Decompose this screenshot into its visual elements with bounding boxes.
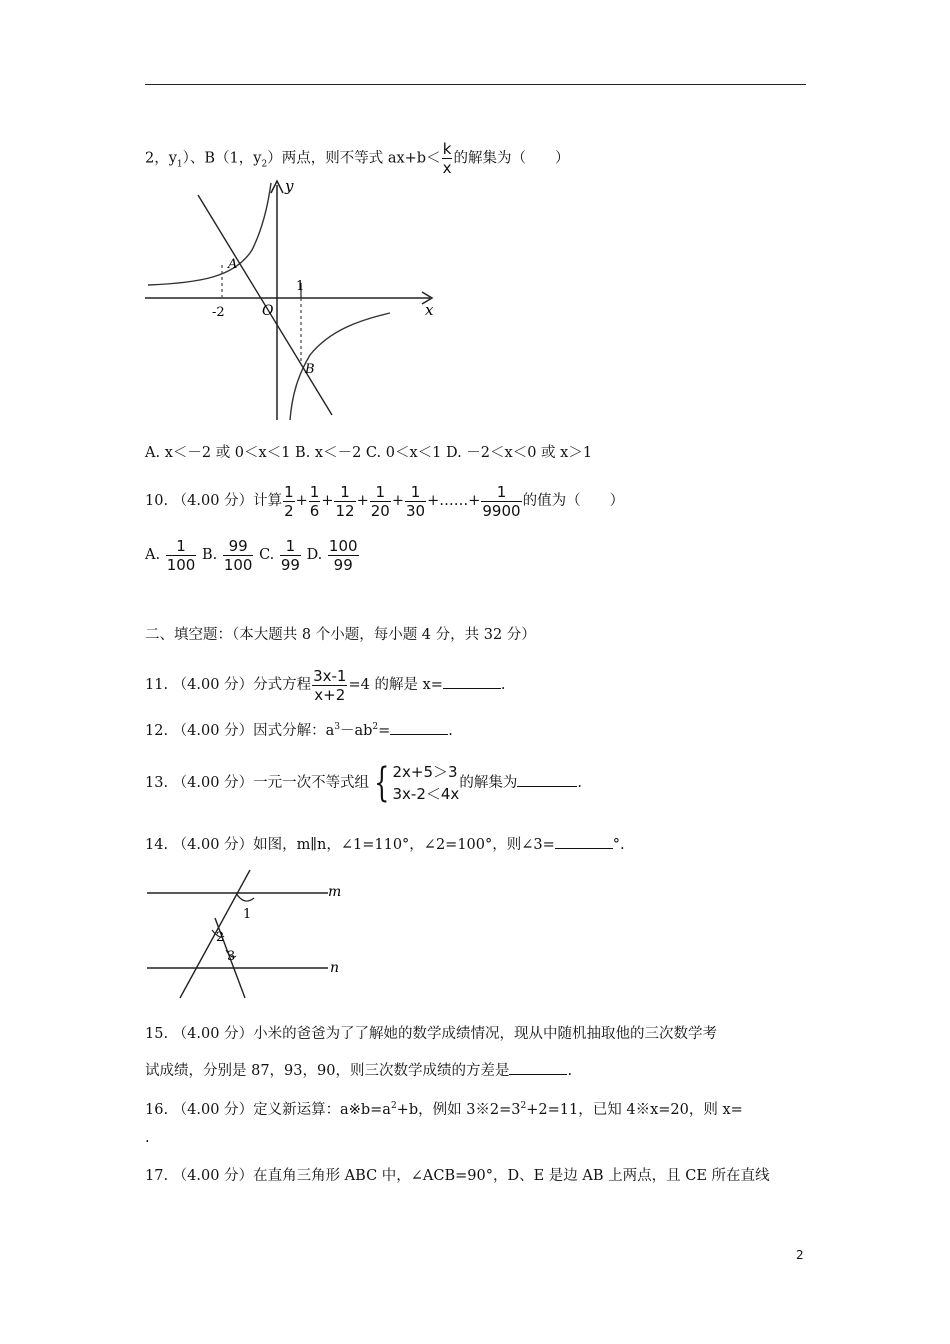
q11-answer-blank xyxy=(443,674,501,689)
label-angle-2: 2 xyxy=(216,930,225,945)
tick-label-1: 1 xyxy=(296,279,305,294)
q15-line1: 15. （4.00 分）小米的爸爸为了了解她的数学成绩情况，现从中随机抽取他的三次数学考 xyxy=(145,1026,718,1042)
hyperbola-branch-upper xyxy=(148,183,271,285)
q9-stem: 2，$y_1$）、B（1，$y_2$）两点，则不等式 ax+b＜ $\frac{k}{x}$ 的解集为（ ） xyxy=(145,140,570,177)
label-n: n xyxy=(330,960,340,976)
q10-options: A. $\frac{1}{100}$ B. $\frac{99}{100}$ C. $\frac{1}{99}$ D. $\frac{100}{99}$ xyxy=(145,536,358,574)
point-b-label: B xyxy=(305,362,315,377)
q13-system: 2x+5＞3 3x-2＜4x xyxy=(392,763,460,803)
q9-options: A. x＜－2 或 0＜x＜1 B. x＜－2 C. 0＜x＜1 D. －2＜x＜0 或 x＞1 xyxy=(145,445,593,461)
q12-answer-blank xyxy=(390,720,448,735)
q9-fraction: $\frac{k}{x}$ xyxy=(442,140,452,177)
q17: 17. （4.00 分）在直角三角形 ABC 中，∠ACB=90°，D、E 是边 AB 上两点，且 CE 所在直线 xyxy=(145,1168,770,1184)
header-rule xyxy=(145,84,806,85)
q15-answer-blank xyxy=(509,1060,567,1075)
label-angle-1: 1 xyxy=(243,907,252,922)
y-axis-label: y xyxy=(285,177,294,195)
q14-figure xyxy=(140,868,360,1003)
x-axis-label: x xyxy=(425,301,434,319)
q16-line2: . xyxy=(145,1130,150,1146)
q10-stem: 10. （4.00 分）计算 $\frac{1}{2}$ + $\frac{1}{6}$ + $\frac{1}{12}$ + $\frac{1}{20}$ + $\frac{1}{30}$ +……+ $\frac{1}{9900}$ 的值为（ ） xyxy=(145,482,625,520)
label-m: m xyxy=(328,884,342,900)
q12: 12. （4.00 分）因式分解：$a^3-ab^2=$ . xyxy=(145,717,453,741)
label-angle-3: 3 xyxy=(227,949,236,964)
q14-answer-blank xyxy=(555,834,613,849)
q9-graph xyxy=(140,175,450,425)
q13-answer-blank xyxy=(517,772,577,787)
q13: 13. （4.00 分）一元一次不等式组 { 2x+5＞3 3x-2＜4x 的解集为 . xyxy=(145,760,582,806)
page-number: 2 xyxy=(796,1248,804,1262)
q13-brace: { xyxy=(374,760,390,806)
origin-label: O xyxy=(262,303,274,319)
q15-line2: 试成绩，分别是 87，93，90，则三次数学成绩的方差是 . xyxy=(145,1060,572,1081)
tick-label-neg2: -2 xyxy=(212,305,225,320)
point-a-label: A xyxy=(228,257,238,272)
q11: 11. （4.00 分）分式方程 $\frac{3x-1}{x+2}$ =4 的解是 x= . xyxy=(145,666,506,704)
q14: 14. （4.00 分）如图，m∥n，∠1=110°，∠2=100°，则∠3= °. xyxy=(145,834,625,855)
angle-1-arc xyxy=(236,893,254,901)
section-2-heading: 二、填空题：（本大题共 8 个小题，每小题 4 分，共 32 分） xyxy=(145,627,536,643)
q16: 16. （4.00 分）定义新运算：$a※b=a^2+b$，例如 $3※2=3^2+2=11$，已知 4※x=20，则 x= xyxy=(145,1101,743,1118)
